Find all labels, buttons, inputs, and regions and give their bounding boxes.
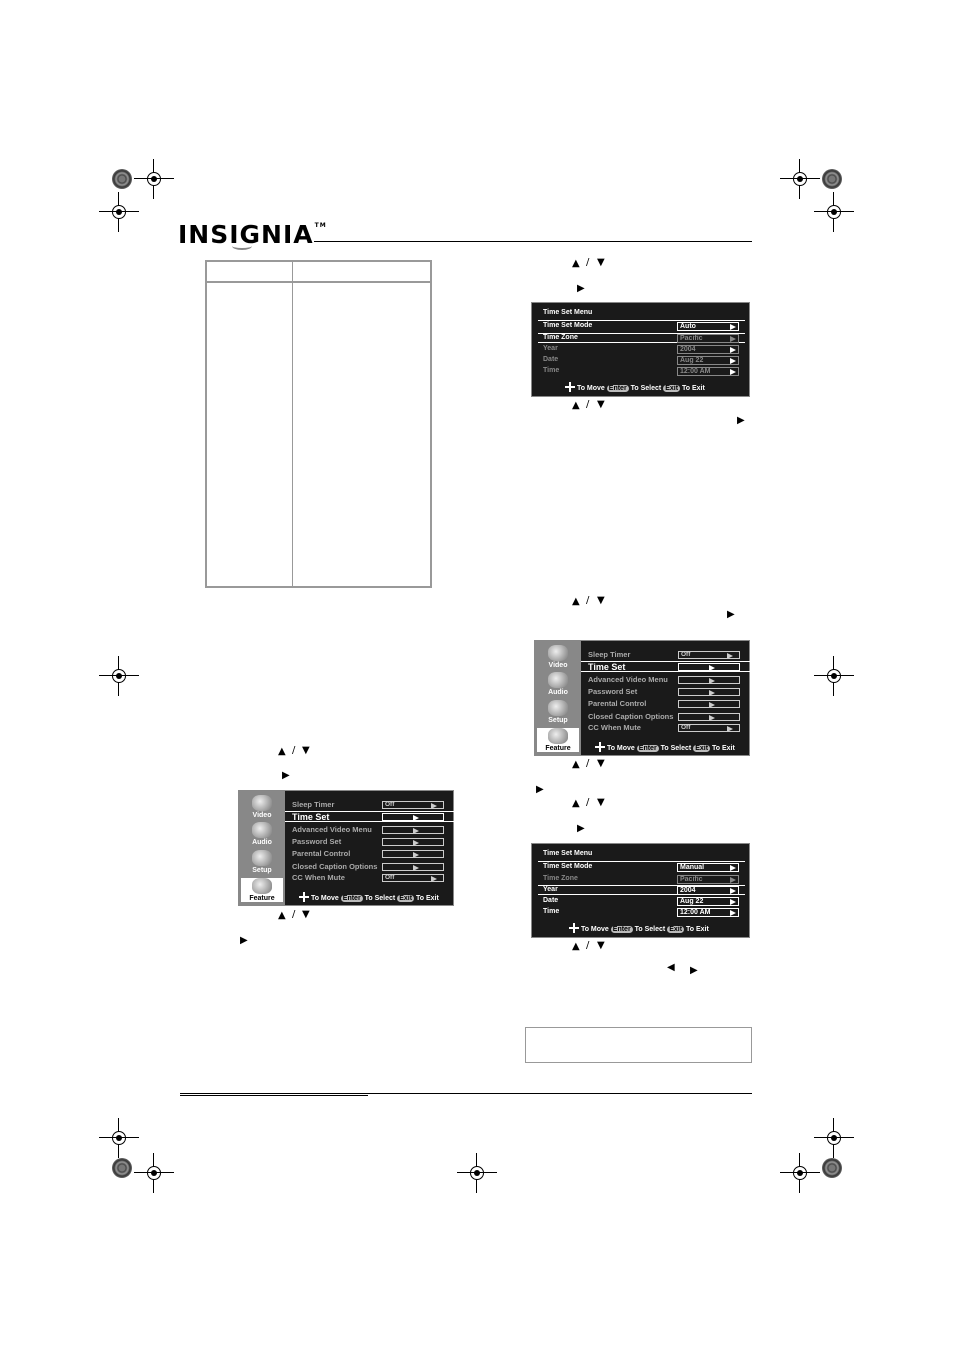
tab-audio[interactable]: Audio: [537, 672, 579, 696]
feature-menu-left: [238, 790, 454, 906]
video-icon: [548, 645, 568, 661]
table-header-row: [207, 262, 430, 283]
feature-icon: [548, 728, 568, 744]
menu-footer: To Move Enter To Select Exit To Exit: [565, 382, 705, 392]
time-zone-value[interactable]: Pacific: [677, 334, 739, 343]
cc-when-mute-label: CC When Mute: [588, 723, 641, 732]
feature-icon: [252, 878, 272, 894]
time-zone-value[interactable]: Pacific: [677, 875, 739, 884]
separator: /: [292, 745, 296, 756]
registration-mark-top-left-2: [99, 192, 139, 232]
registration-mark-bottom-left-2: [99, 1118, 139, 1158]
time-set-mode-value[interactable]: Manual: [677, 863, 739, 872]
closed-caption-options-label: Closed Caption Options: [292, 862, 378, 871]
sleep-timer-value[interactable]: Off: [678, 651, 740, 659]
closed-caption-options-value[interactable]: [382, 863, 444, 871]
right-arrow-icon: ▶: [536, 784, 544, 795]
time-set-label: Time Set: [588, 662, 626, 672]
parental-control-value[interactable]: [382, 850, 444, 858]
time-set-mode-value[interactable]: Auto: [677, 322, 739, 331]
menu-title: Time Set Menu: [543, 850, 593, 857]
table-column-divider: [292, 262, 293, 586]
video-icon: [252, 795, 272, 811]
time-set-menu-manual: [531, 843, 750, 938]
down-arrow-icon: ▼: [302, 745, 310, 756]
menu-footer: To Move Enter To Select Exit To Exit: [569, 923, 709, 933]
down-arrow-icon: ▼: [597, 940, 605, 951]
separator: /: [586, 758, 590, 769]
right-arrow-icon: ▶: [282, 770, 290, 781]
time-set-mode-label: Time Set Mode: [543, 863, 593, 870]
registration-mark-mid-right: [814, 656, 854, 696]
right-arrow-icon: ▶: [577, 823, 585, 834]
advanced-video-menu-label: Advanced Video Menu: [292, 825, 372, 834]
registration-mark-top-right-2: [814, 192, 854, 232]
time-set-menu-auto: [531, 302, 750, 397]
sleep-timer-value[interactable]: Off: [382, 801, 444, 809]
year-value[interactable]: 2004: [677, 345, 739, 354]
exit-key-label: Exit: [669, 926, 683, 933]
right-arrow-icon: ▶: [737, 415, 745, 426]
menu-sidebar: [535, 641, 581, 755]
menu-sidebar: [239, 791, 285, 905]
menu-footer: To Move Enter To Select Exit To Exit: [595, 742, 735, 752]
up-arrow-icon: ▲: [278, 910, 286, 921]
down-arrow-icon: ▼: [597, 758, 605, 769]
brand-logo: INSIGNIA™: [178, 220, 327, 249]
dpad-icon: [569, 923, 579, 933]
color-dial-bottom-left: [112, 1158, 132, 1178]
enter-key-label: Enter: [612, 926, 631, 933]
closed-caption-options-label: Closed Caption Options: [588, 712, 674, 721]
header-rule: [314, 241, 752, 242]
sleep-timer-label: Sleep Timer: [588, 650, 631, 659]
date-label: Date: [543, 356, 559, 363]
parental-control-label: Parental Control: [292, 849, 351, 858]
menu-title: Time Set Menu: [543, 309, 593, 316]
up-arrow-icon: ▲: [278, 746, 286, 757]
advanced-video-menu-value[interactable]: [678, 676, 740, 684]
advanced-video-menu-label: Advanced Video Menu: [588, 675, 668, 684]
registration-mark-bottom-right: [780, 1153, 820, 1193]
cc-when-mute-value[interactable]: Off: [382, 874, 444, 882]
dpad-icon: [565, 382, 575, 392]
up-arrow-icon: ▲: [572, 258, 580, 269]
tab-feature[interactable]: Feature: [241, 878, 283, 902]
time-zone-label: Time Zone: [543, 875, 578, 882]
menu-footer: To Move Enter To Select Exit To Exit: [299, 892, 439, 902]
time-set-value[interactable]: [678, 663, 740, 671]
cc-when-mute-label: CC When Mute: [292, 873, 345, 882]
registration-mark-bottom-center: [457, 1153, 497, 1193]
right-arrow-icon: ▶: [727, 609, 735, 620]
tab-setup[interactable]: Setup: [241, 850, 283, 874]
right-arrow-icon: ▶: [240, 935, 248, 946]
exit-key-label: Exit: [399, 895, 413, 902]
time-value[interactable]: 12:00 AM: [677, 367, 739, 376]
date-value[interactable]: Aug 22: [677, 897, 739, 906]
feature-menu-right: [534, 640, 750, 756]
tab-video[interactable]: Video: [537, 645, 579, 669]
setup-icon: [548, 700, 568, 716]
time-label: Time: [543, 367, 560, 374]
up-arrow-icon: ▲: [572, 941, 580, 952]
sleep-timer-label: Sleep Timer: [292, 800, 335, 809]
exit-key-label: Exit: [665, 385, 679, 392]
down-arrow-icon: ▼: [597, 257, 605, 268]
footer-rule-short: [180, 1095, 368, 1096]
right-arrow-icon: ▶: [577, 283, 585, 294]
dpad-icon: [595, 742, 605, 752]
right-arrow-icon: ▶: [690, 965, 698, 976]
password-set-value[interactable]: [382, 838, 444, 846]
password-set-value[interactable]: [678, 688, 740, 696]
parental-control-value[interactable]: [678, 700, 740, 708]
year-label: Year: [543, 345, 558, 352]
up-arrow-icon: ▲: [572, 798, 580, 809]
separator: /: [586, 399, 590, 410]
registration-mark-mid-left: [99, 656, 139, 696]
color-dial-top-right: [822, 169, 842, 189]
date-label: Date: [543, 897, 559, 904]
tab-setup[interactable]: Setup: [537, 700, 579, 724]
year-label: Year: [543, 886, 558, 893]
audio-icon: [252, 822, 272, 838]
password-set-label: Password Set: [588, 687, 638, 696]
audio-icon: [548, 672, 568, 688]
tab-video[interactable]: Video: [241, 795, 283, 819]
year-value[interactable]: 2004: [677, 886, 739, 895]
left-arrow-icon: ◀: [667, 962, 675, 973]
dpad-icon: [299, 892, 309, 902]
enter-key-label: Enter: [342, 895, 361, 902]
separator: /: [586, 595, 590, 606]
time-value[interactable]: 12:00 AM: [677, 908, 739, 917]
registration-mark-bottom-left: [134, 1153, 174, 1193]
time-set-mode-label: Time Set Mode: [543, 322, 593, 329]
closed-caption-options-value[interactable]: [678, 713, 740, 721]
down-arrow-icon: ▼: [302, 909, 310, 920]
time-zone-label: Time Zone: [543, 334, 578, 341]
down-arrow-icon: ▼: [597, 797, 605, 808]
color-dial-top-left: [112, 169, 132, 189]
separator: /: [586, 797, 590, 808]
footer-rule: [180, 1093, 752, 1094]
separator: /: [586, 940, 590, 951]
logo-swoosh-icon: [232, 242, 252, 250]
enter-key-label: Enter: [638, 745, 657, 752]
time-set-value[interactable]: [382, 813, 444, 821]
up-arrow-icon: ▲: [572, 400, 580, 411]
separator: /: [586, 257, 590, 268]
tab-feature[interactable]: Feature: [537, 728, 579, 752]
time-set-label: Time Set: [292, 812, 330, 822]
enter-key-label: Enter: [608, 385, 627, 392]
menu-divider: [538, 320, 745, 321]
up-arrow-icon: ▲: [572, 759, 580, 770]
menu-divider: [538, 861, 745, 862]
cc-when-mute-value[interactable]: Off: [678, 724, 740, 732]
registration-mark-top-left: [134, 159, 174, 199]
separator: /: [292, 909, 296, 920]
down-arrow-icon: ▼: [597, 595, 605, 606]
setup-icon: [252, 850, 272, 866]
color-dial-bottom-right: [822, 1158, 842, 1178]
advanced-video-menu-value[interactable]: [382, 826, 444, 834]
password-set-label: Password Set: [292, 837, 342, 846]
exit-key-label: Exit: [695, 745, 709, 752]
down-arrow-icon: ▼: [597, 399, 605, 410]
up-arrow-icon: ▲: [572, 596, 580, 607]
options-table: [205, 260, 432, 588]
registration-mark-bottom-right-2: [814, 1118, 854, 1158]
note-box: [525, 1027, 752, 1063]
date-value[interactable]: Aug 22: [677, 356, 739, 365]
time-label: Time: [543, 908, 560, 915]
tab-audio[interactable]: Audio: [241, 822, 283, 846]
parental-control-label: Parental Control: [588, 699, 647, 708]
